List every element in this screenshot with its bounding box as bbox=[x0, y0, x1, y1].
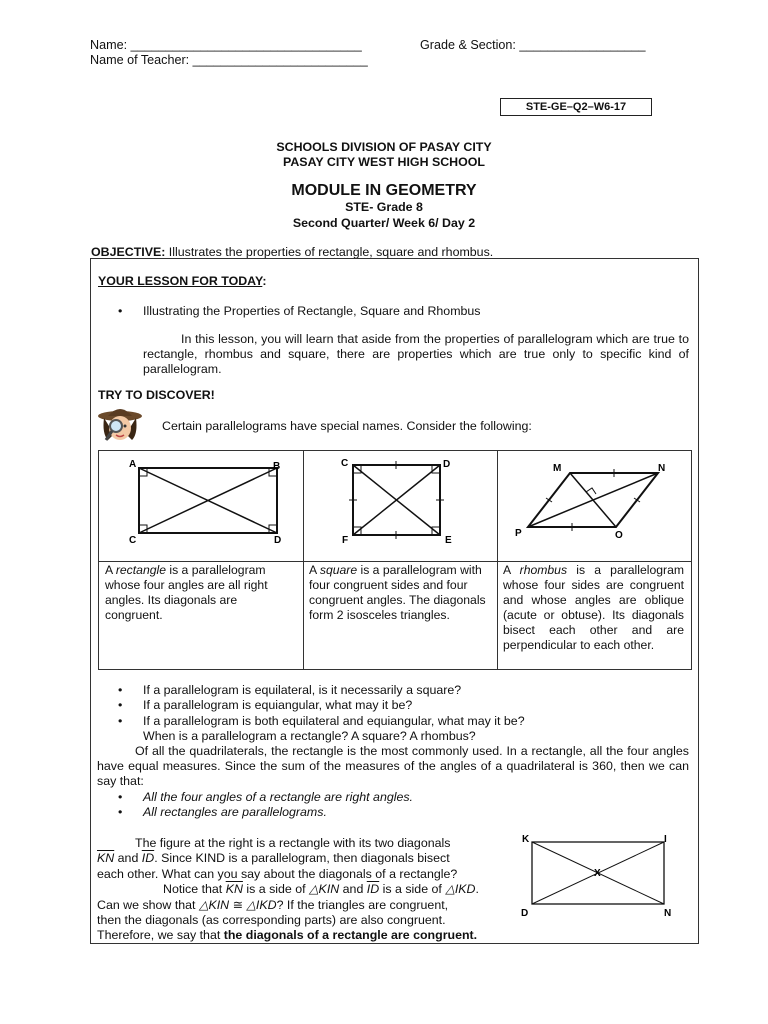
kind-rectangle-figure bbox=[518, 830, 678, 920]
vertex-label: N bbox=[658, 463, 666, 474]
rectangle-definition: A rectangle is a parallelogram whose four angles are all right angles. Its diagonals are congruent. bbox=[105, 563, 268, 622]
objective-label: OBJECTIVE: bbox=[91, 245, 166, 259]
lesson-bullet: Illustrating the Properties of Rectangle, Square and Rhombus bbox=[143, 304, 481, 318]
rhombus-definition: A rhombus is a parallelogram whose four sides are congruent and whose angles are oblique (acute or obtuse). Its diagonals bisect each other and are perpendicular to each other. bbox=[503, 563, 685, 652]
module-title: MODULE IN GEOMETRY bbox=[291, 182, 477, 199]
square-figure bbox=[304, 451, 497, 561]
vertex-label: E bbox=[445, 535, 452, 546]
vertex-label: D bbox=[443, 459, 451, 470]
grade-section-field: Grade & Section: __________________ bbox=[420, 38, 646, 52]
module-code: STE-GE–Q2–W6-17 bbox=[500, 98, 652, 116]
square-definition: A square is a parallelogram with four congruent sides and four congruent angles. The diagonals form 2 isosceles triangles. bbox=[309, 563, 486, 622]
question-item: If a parallelogram is equiangular, what may it be? bbox=[143, 698, 413, 712]
rhombus-figure bbox=[498, 451, 691, 561]
table-divider bbox=[99, 561, 691, 562]
objective-text: Illustrates the properties of rectangle, square and rhombus. bbox=[165, 245, 494, 259]
fact-item: All rectangles are parallelograms. bbox=[143, 805, 327, 819]
shapes-table bbox=[98, 450, 692, 670]
vertex-label: P bbox=[515, 528, 522, 539]
vertex-label: I bbox=[664, 834, 667, 845]
name-field: Name: _________________________________ bbox=[90, 38, 362, 52]
question-extra: When is a parallelogram a rectangle? A square? A rhombus? bbox=[143, 729, 476, 743]
teacher-field: Name of Teacher: _________________________ bbox=[90, 53, 368, 67]
question-item: If a parallelogram is both equilateral and equiangular, what may it be? bbox=[143, 714, 525, 728]
quadrilaterals-paragraph: Of all the quadrilaterals, the rectangle is the most commonly used. In a rectangle, all the four angles have equal measures. Since the sum of the measures of the angles of a quadrilateral is 360, then we can say that: bbox=[97, 744, 689, 788]
lesson-heading: YOUR LESSON FOR TODAY: bbox=[98, 274, 267, 288]
vertex-label: D bbox=[521, 908, 529, 919]
question-bullet-mark: • bbox=[118, 698, 123, 712]
intersection-label: X bbox=[594, 868, 601, 879]
vertex-label: C bbox=[129, 535, 137, 546]
vertex-label: F bbox=[342, 535, 349, 546]
detective-icon bbox=[96, 404, 148, 444]
lesson-bullet-mark: • bbox=[118, 304, 123, 318]
question-item: If a parallelogram is equilateral, is it necessarily a square? bbox=[143, 683, 462, 697]
vertex-label: B bbox=[273, 461, 281, 472]
vertex-label: C bbox=[341, 458, 349, 469]
grade-line: STE- Grade 8 bbox=[345, 200, 423, 214]
question-bullet-mark: • bbox=[118, 714, 123, 728]
fact-item: All the four angles of a rectangle are right angles. bbox=[143, 790, 414, 804]
rectangle-figure bbox=[99, 451, 303, 561]
quarter-line: Second Quarter/ Week 6/ Day 2 bbox=[292, 216, 476, 230]
vertex-label: N bbox=[664, 908, 672, 919]
fact-bullet-mark: • bbox=[118, 790, 123, 804]
school-name: PASAY CITY WEST HIGH SCHOOL bbox=[283, 155, 485, 169]
fact-bullet-mark: • bbox=[118, 805, 123, 819]
vertex-label: D bbox=[274, 535, 282, 546]
vertex-label: A bbox=[129, 459, 137, 470]
vertex-label: M bbox=[553, 463, 562, 474]
division-name: SCHOOLS DIVISION OF PASAY CITY bbox=[276, 140, 492, 154]
question-bullet-mark: • bbox=[118, 683, 123, 697]
objective bbox=[91, 245, 493, 259]
vertex-label: O bbox=[615, 530, 623, 541]
figure-paragraph: The figure at the right is a rectangle with its two diagonals $\overline{KN}$ and $\overline{ID}$. Since KIND is a parallelogram, then diagonals bisect each other. What can you say about the diagonals of a rectangle? Notice that $\overline{KN}$ is a side of △KIN and $\overline{ID}$ is a side of △IKD. Can we show that △KIN ≅ △IKD? If the triangles are congruent, then the diagonals (as corresponding parts) are also congruent. Therefore, we say that the diagonals of a rectangle are congruent. bbox=[97, 836, 479, 943]
discover-intro: Certain parallelograms have special names. Consider the following: bbox=[162, 419, 532, 433]
discover-heading: TRY TO DISCOVER! bbox=[98, 388, 215, 402]
lesson-intro: In this lesson, you will learn that aside from the properties of parallelogram which are true to rectangle, rhombus and square, there are properties which are true only to specific kind of parallelogram. bbox=[143, 332, 689, 376]
vertex-label: K bbox=[522, 834, 530, 845]
